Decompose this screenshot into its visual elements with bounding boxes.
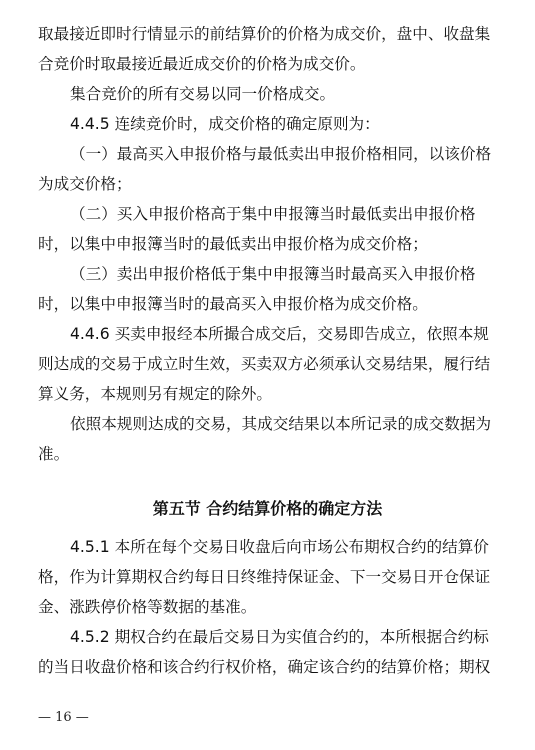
paragraph-8-line-2: 准。 [38, 445, 70, 463]
paragraph-7-line-3: 算义务，本规则另有规定的除外。 [38, 385, 272, 403]
section-heading: 第五节 合约结算价格的确定方法 [152, 499, 383, 518]
page-number: — 16 — [38, 710, 89, 725]
paragraph-8-line-1: 依照本规则达成的交易，其成交结果以本所记录的成交数据为 [70, 415, 492, 433]
paragraph-4-line-2: 为成交价格； [38, 175, 132, 193]
paragraph-10-line-2: 的当日收盘价格和该合约行权价格，确定该合约的结算价格；期权 [38, 658, 491, 676]
paragraph-3-line-1: 4.4.5 连续竞价时，成交价格的确定原则为： [70, 115, 380, 133]
paragraph-2-line-1: 集合竞价的所有交易以同一价格成交。 [70, 85, 336, 103]
paragraph-10-line-1: 4.5.2 期权合约在最后交易日为实值合约的，本所根据合约标 [70, 628, 489, 646]
paragraph-9-line-1: 4.5.1 本所在每个交易日收盘后向市场公布期权合约的结算价 [70, 538, 489, 556]
paragraph-9-line-3: 金、涨跌停价格等数据的基准。 [38, 598, 257, 616]
paragraph-7-line-1: 4.4.6 买卖申报经本所撮合成交后，交易即告成立，依照本规 [70, 325, 489, 343]
paragraph-6-line-2: 时，以集中申报簿当时的最高买入申报价格为成交价格。 [38, 295, 428, 313]
paragraph-5-line-1: （二）买入申报价格高于集中申报簿当时最低卖出申报价格 [70, 205, 476, 223]
paragraph-7-line-2: 则达成的交易于成立时生效，买卖双方必须承认交易结果，履行结 [38, 355, 491, 373]
paragraph-6-line-1: （三）卖出申报价格低于集中申报簿当时最高买入申报价格 [70, 265, 476, 283]
paragraph-9-line-2: 格，作为计算期权合约每日日终维持保证金、下一交易日开仓保证 [38, 568, 491, 586]
paragraph-1-line-1: 取最接近即时行情显示的前结算价的价格为成交价，盘中、收盘集 [38, 25, 491, 43]
paragraph-5-line-2: 时，以集中申报簿当时的最低卖出申报价格为成交价格； [38, 235, 428, 253]
paragraph-4-line-1: （一）最高买入申报价格与最低卖出申报价格相同，以该价格 [70, 145, 492, 163]
paragraph-1-line-2: 合竞价时取最接近最近成交价的价格为成交价。 [38, 55, 366, 73]
